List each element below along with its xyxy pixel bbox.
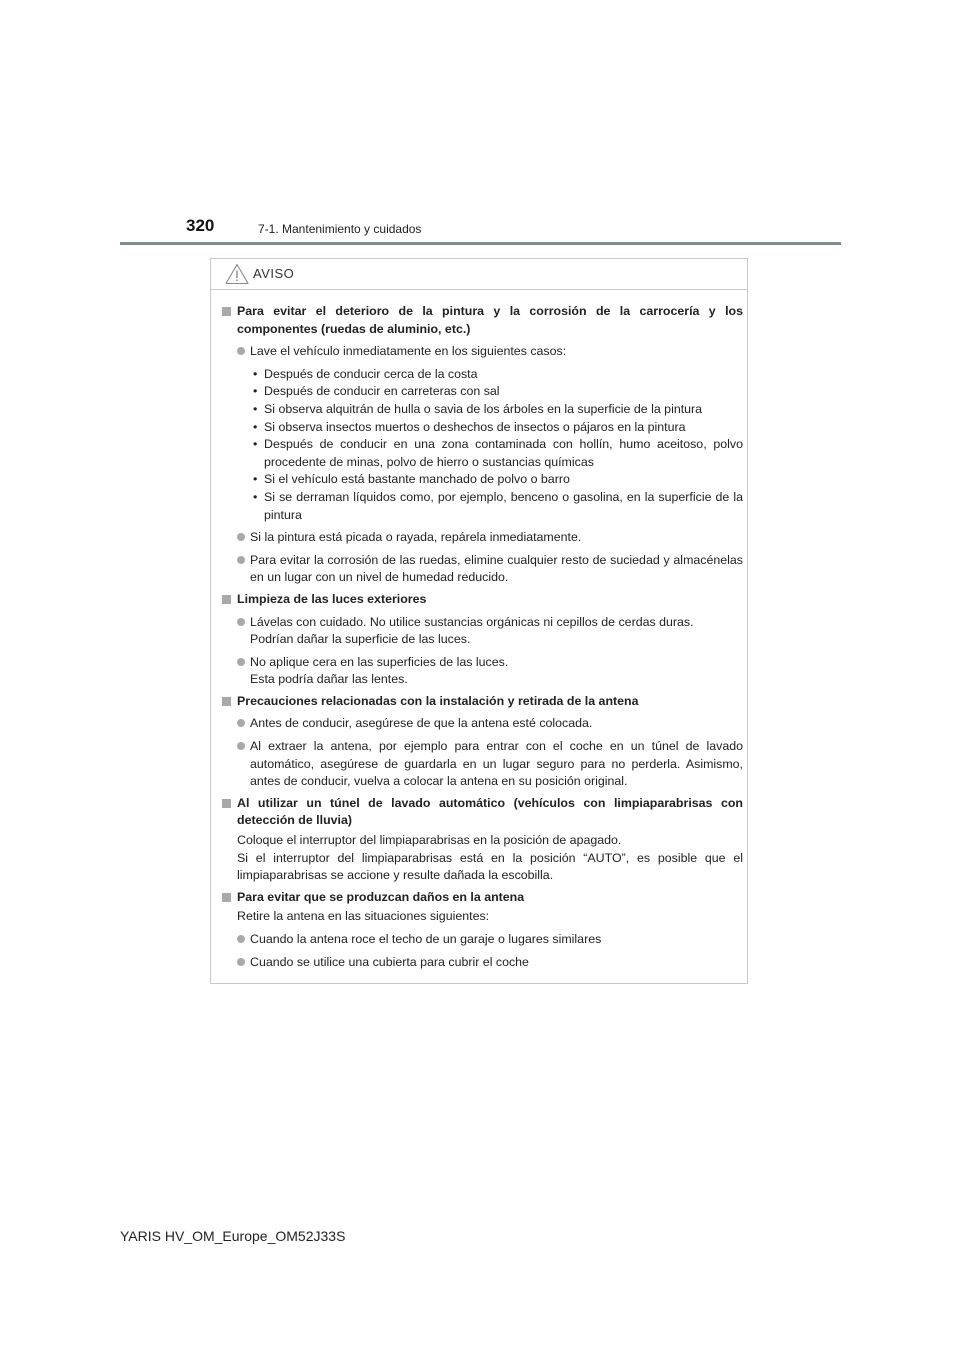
section-heading: [219, 693, 743, 711]
section-title: 7-1. Mantenimiento y cuidados: [258, 222, 422, 236]
sub-list-text: Si observa insectos muertos o deshechos de insectos o pájaros en la pintura: [264, 419, 686, 434]
bullet-item: [219, 954, 743, 972]
section-heading: [219, 591, 743, 609]
warning-body: [219, 299, 743, 971]
section-heading-text: Para evitar el deterioro de la pintura y la corrosión de la carrocería y los componentes (ruedas de aluminio, etc.): [237, 304, 743, 336]
bullet-item: [219, 715, 743, 733]
footer-doc-code: YARIS HV_OM_Europe_OM52J33S: [120, 1228, 346, 1244]
section-paragraph: Coloque el interruptor del limpiaparabrisas en la posición de apagado. Si el interruptor del limpiaparabrisas está en la posición “AUTO”, es posible que el limpiaparabrisas se accione y resulte dañada la escobilla.: [237, 833, 743, 883]
section-heading: [219, 303, 743, 338]
sub-list-item: [219, 436, 743, 471]
square-bullet-icon: [222, 697, 231, 706]
square-bullet-icon: [222, 595, 231, 604]
bullet-item: [219, 552, 743, 587]
bullet-item: [219, 529, 743, 547]
circle-bullet-icon: [237, 618, 245, 626]
sub-list-text: Después de conducir en carreteras con sal: [264, 384, 500, 399]
section-heading-text: Precauciones relacionadas con la instalación y retirada de la antena: [237, 693, 639, 708]
sub-list-text: Si observa alquitrán de hulla o savia de los árboles en la superficie de la pintura: [264, 401, 703, 416]
bullet-text: Lávelas con cuidado. No utilice sustancias orgánicas ni cepillos de cerdas duras. Podrían dañar la superficie de las luces.: [250, 614, 694, 647]
circle-bullet-icon: [237, 935, 245, 943]
section-heading: [219, 795, 743, 830]
square-bullet-icon: [222, 307, 231, 316]
dot-marker-icon: •: [253, 472, 258, 487]
sub-list-item: [219, 366, 743, 384]
sub-list-text: Si se derraman líquidos como, por ejemplo, benceno o gasolina, en la superficie de la pintura: [264, 489, 743, 522]
sub-list-text: Después de conducir cerca de la costa: [264, 366, 478, 381]
dot-marker-icon: •: [253, 401, 258, 416]
section-heading: [219, 889, 743, 907]
sub-list: [219, 366, 743, 524]
header-rule: [120, 242, 841, 245]
bullet-text: Cuando se utilice una cubierta para cubrir el coche: [250, 954, 529, 969]
section-paragraph: Retire la antena en las situaciones siguientes:: [237, 909, 490, 924]
bullet-text: Antes de conducir, asegúrese de que la antena esté colocada.: [250, 716, 593, 731]
bullet-text: Para evitar la corrosión de las ruedas, elimine cualquier resto de suciedad y almacénelas en un lugar con un nivel de humedad reducido.: [250, 552, 743, 585]
bullet-text: Al extraer la antena, por ejemplo para entrar con el coche en un túnel de lavado automático, asegúrese de guardarla en un lugar seguro para no perderla. Asimismo, antes de conducir, vuelva a colocar la antena en su posición original.: [250, 739, 743, 789]
dot-marker-icon: •: [253, 384, 258, 399]
warning-title: AVISO: [253, 266, 295, 281]
sub-list-text: Después de conducir en una zona contaminada con hollín, humo aceitoso, polvo procedente de minas, polvo de hierro o sustancias químicas: [264, 437, 743, 469]
sub-list-item: [219, 401, 743, 419]
sub-list-item: [219, 383, 743, 401]
bullet-item: [219, 931, 743, 949]
bullet-text: Cuando la antena roce el techo de un garaje o lugares similares: [250, 932, 602, 946]
circle-bullet-icon: [237, 742, 245, 750]
section-heading-text: Para evitar que se produzcan daños en la antena: [237, 889, 525, 904]
bullet-item: [219, 614, 743, 649]
bullet-text: No aplique cera en las superficies de las luces. Esta podría dañar las lentes.: [250, 654, 509, 687]
circle-bullet-icon: [237, 347, 245, 355]
warning-header: [211, 259, 747, 290]
circle-bullet-icon: [237, 658, 245, 666]
bullet-item: [219, 343, 743, 361]
dot-marker-icon: •: [253, 419, 258, 434]
warning-box: [210, 258, 748, 984]
warning-triangle-icon: [225, 263, 249, 285]
bullet-item: [219, 654, 743, 689]
square-bullet-icon: [222, 799, 231, 808]
sub-list-item: [219, 471, 743, 489]
section-heading-text: Al utilizar un túnel de lavado automático (vehículos con limpiaparabrisas con detección de lluvia): [237, 795, 743, 828]
page-number: 320: [186, 216, 215, 235]
sub-list-text: Si el vehículo está bastante manchado de polvo o barro: [264, 472, 570, 487]
circle-bullet-icon: [237, 958, 245, 966]
bullet-text: Lave el vehículo inmediatamente en los siguientes casos:: [250, 344, 567, 359]
section-heading-text: Limpieza de las luces exteriores: [237, 591, 427, 606]
square-bullet-icon: [222, 893, 231, 902]
circle-bullet-icon: [237, 556, 245, 564]
bullet-item: [219, 738, 743, 791]
sub-list-item: [219, 419, 743, 437]
bullet-text: Si la pintura está picada o rayada, repárela inmediatamente.: [250, 530, 582, 545]
dot-marker-icon: •: [253, 489, 258, 504]
dot-marker-icon: •: [253, 366, 258, 381]
circle-bullet-icon: [237, 533, 245, 541]
dot-marker-icon: •: [253, 437, 258, 452]
circle-bullet-icon: [237, 719, 245, 727]
sub-list-item: [219, 489, 743, 524]
